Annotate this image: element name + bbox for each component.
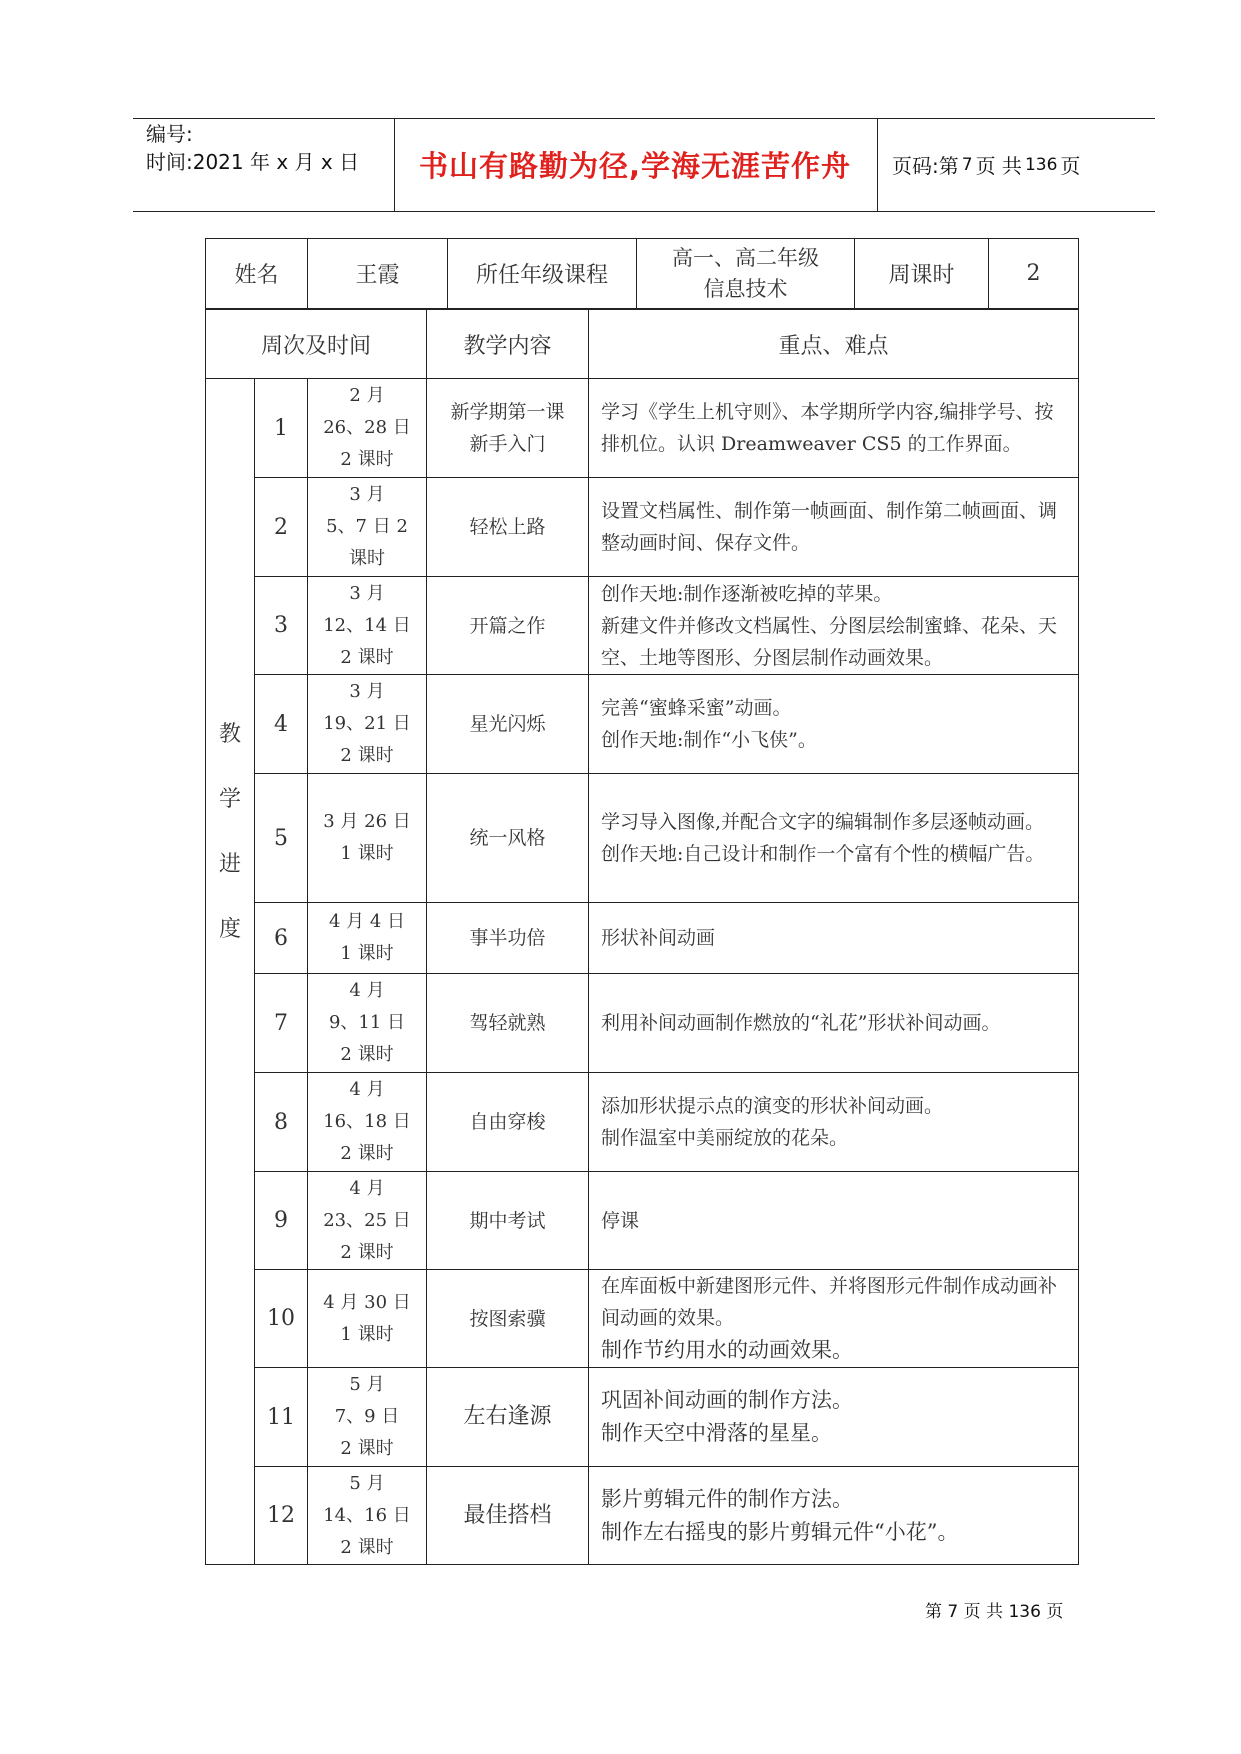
side-label-char: 学 [218,787,241,812]
page-total: 136 [1024,154,1058,175]
key-points [589,974,1079,1073]
week-date [308,675,427,774]
week-date [308,774,427,903]
date-line: 2 课时 [340,1438,394,1459]
key-point-line: 影片剪辑元件的制作方法。 [601,1486,854,1511]
teacher-info-row [206,239,1079,309]
key-points [589,1368,1079,1467]
key-points [589,1467,1079,1565]
col-points: 重点、难点 [589,310,1079,379]
date-line: 5 月 [349,1374,385,1395]
key-point-line: 停课 [601,1209,640,1232]
date-line: 2 课时 [340,745,394,766]
date-line: 1 课时 [340,1323,394,1345]
date-line: 1 课时 [340,943,394,964]
topic-line: 最佳搭档 [463,1502,552,1528]
lesson-topic [427,774,589,903]
side-label-char: 进 [218,852,241,877]
name-value: 王霞 [308,239,448,309]
topic-line: 期中考试 [469,1209,546,1232]
lesson-topic [427,1073,589,1172]
key-points [589,774,1079,903]
schedule-row [206,478,1079,577]
date-line: 3 月 [349,484,385,505]
week-date [308,577,427,675]
header-motto: 书山有路勤为径,学海无涯苦作舟 [418,149,852,183]
date-line: 2 课时 [340,646,394,668]
teacher-info-table [205,238,1079,309]
topic-line: 新手入门 [469,433,546,455]
key-point-line: 制作温室中美丽绽放的花朵。 [601,1127,849,1149]
date-line: 5、7 日 2 [326,516,408,537]
schedule-row [206,675,1079,774]
key-points [589,1172,1079,1270]
week-number: 4 [255,675,308,774]
date-line: 14、16 日 [323,1504,411,1526]
header-meta [146,120,359,176]
topic-line: 按图索骥 [469,1307,546,1330]
header-page-indicator [892,118,1080,211]
course-line-2: 信息技术 [703,276,788,301]
col-week-time: 周次及时间 [206,310,427,379]
key-point-line: 完善“蜜蜂采蜜”动画。 [601,697,792,719]
date-line: 26、28 日 [323,417,411,438]
hours-value: 2 [989,239,1079,309]
col-content: 教学内容 [427,310,589,379]
week-date [308,1073,427,1172]
date-line: 4 月 [349,1079,385,1100]
date-line: 2 课时 [340,1536,394,1558]
date-line: 4 月 [349,1177,385,1199]
schedule-row [206,774,1079,903]
side-label-char: 度 [218,917,241,942]
week-date [308,478,427,577]
footer-prefix: 第 [925,1602,942,1622]
key-point-line: 在库面板中新建图形元件、并将图形元件制作成动画补间动画的效果。 [601,1275,1058,1329]
key-points [589,675,1079,774]
lesson-topic [427,478,589,577]
week-number: 2 [255,478,308,577]
key-points [589,478,1079,577]
key-point-line: 创作天地:制作“小飞侠”。 [601,729,817,751]
week-date [308,379,427,478]
key-point-line: 利用补间动画制作燃放的“礼花”形状补间动画。 [601,1012,1001,1034]
schedule-row [206,1172,1079,1270]
week-number: 7 [255,974,308,1073]
date-line: 5 月 [349,1472,385,1494]
key-point-line: 创作天地:制作逐渐被吃掉的苹果。 [601,582,893,605]
topic-line: 统一风格 [469,827,546,849]
week-number: 1 [255,379,308,478]
date-line: 7、9 日 [334,1406,400,1427]
key-point-line: 添加形状提示点的演变的形状补间动画。 [601,1095,944,1117]
date-line: 1 课时 [340,843,394,864]
schedule-row [206,1467,1079,1565]
date-line: 2 课时 [340,1044,394,1065]
key-point-line: 制作节约用水的动画效果。 [601,1338,854,1362]
week-date [308,1467,427,1565]
lesson-topic [427,974,589,1073]
topic-line: 自由穿梭 [469,1111,546,1133]
topic-line: 驾轻就熟 [469,1012,546,1034]
week-date [308,1270,427,1368]
footer-current: 7 [947,1602,959,1622]
schedule-row [206,577,1079,675]
header-bottom-rule [133,211,1155,212]
date-line: 4 月 [349,980,385,1001]
page-footer [925,1597,1063,1622]
lesson-topic [427,1368,589,1467]
date-line: 2 课时 [340,1241,394,1263]
page-suffix: 页 [1060,154,1081,178]
week-number: 10 [255,1270,308,1368]
date-line: 3 月 [349,681,385,702]
key-point-line: 巩固补间动画的制作方法。 [601,1388,854,1412]
name-label: 姓名 [206,239,308,309]
course-line-1: 高一、高二年级 [672,245,819,270]
schedule-row [206,1270,1079,1368]
week-number: 6 [255,903,308,974]
footer-suffix: 页 [1046,1602,1064,1622]
time-text: 时间:2021 年 x 月 x 日 [146,150,360,174]
week-number: 5 [255,774,308,903]
lesson-topic [427,577,589,675]
week-number: 12 [255,1467,308,1565]
topic-line: 左右逢源 [463,1404,552,1429]
date-line: 2 课时 [340,1143,394,1164]
key-points [589,1073,1079,1172]
lesson-topic [427,1467,589,1565]
progress-side-label [206,379,255,1565]
week-date [308,1172,427,1270]
schedule-row [206,379,1079,478]
lesson-topic [427,1270,589,1368]
key-point-line: 学习《学生上机守则》、本学期所学内容,编排学号、按排机位。认识 Dreamweaver CS5 的工作界面。 [601,401,1054,455]
lesson-topic [427,675,589,774]
lesson-topic [427,903,589,974]
date-line: 16、18 日 [323,1111,411,1132]
date-line: 2 月 [349,385,385,406]
date-line: 3 月 26 日 [323,811,411,832]
key-points [589,1270,1079,1368]
date-line: 19、21 日 [323,713,411,734]
key-point-line: 设置文档属性、制作第一帧画面、制作第二帧画面、调整动画时间、保存文件。 [601,500,1058,554]
page-mid: 页 共 [975,154,1022,178]
footer-mid: 页 共 [963,1602,1004,1622]
key-points [589,903,1079,974]
page-prefix: 页码:第 [892,154,959,178]
course-value [637,239,855,309]
week-number: 9 [255,1172,308,1270]
topic-line: 开篇之作 [469,614,546,637]
footer-total: 136 [1008,1602,1041,1622]
date-line: 4 月 30 日 [323,1291,411,1313]
schedule-row [206,903,1079,974]
week-date [308,974,427,1073]
topic-line: 星光闪烁 [469,713,546,735]
date-line: 12、14 日 [323,614,411,636]
side-label-char: 教 [218,722,241,747]
topic-line: 轻松上路 [469,516,546,538]
topic-line: 新学期第一课 [450,401,565,423]
key-points [589,379,1079,478]
key-point-line: 新建文件并修改文档属性、分图层绘制蜜蜂、花朵、天空、土地等图形、分图层制作动画效果。 [601,614,1058,669]
week-date [308,903,427,974]
date-line: 4 月 4 日 [328,911,406,932]
course-label: 所任年级课程 [448,239,637,309]
hours-label: 周课时 [855,239,989,309]
schedule-row [206,1368,1079,1467]
schedule-row [206,974,1079,1073]
key-point-line: 学习导入图像,并配合文字的编辑制作多层逐帧动画。 [601,811,1045,833]
schedule-header-row [206,310,1079,379]
serial-label: 编号: [146,122,193,146]
date-line: 3 月 [349,582,385,604]
week-number: 11 [255,1368,308,1467]
page-current: 7 [961,154,973,175]
key-points [589,577,1079,675]
lesson-topic [427,379,589,478]
schedule-row [206,1073,1079,1172]
week-number: 3 [255,577,308,675]
header-divider-right [877,118,878,211]
lesson-topic [427,1172,589,1270]
key-point-line: 制作左右摇曳的影片剪辑元件“小花”。 [601,1519,959,1544]
topic-line: 事半功倍 [469,927,546,949]
date-line: 课时 [349,548,385,569]
week-number: 8 [255,1073,308,1172]
schedule-table [205,309,1079,1565]
date-line: 2 课时 [340,449,394,470]
key-point-line: 创作天地:自己设计和制作一个富有个性的横幅广告。 [601,843,1045,865]
key-point-line: 形状补间动画 [601,927,716,949]
date-line: 9、11 日 [328,1012,406,1033]
date-line: 23、25 日 [323,1209,411,1231]
week-date [308,1368,427,1467]
key-point-line: 制作天空中滑落的星星。 [601,1421,833,1445]
